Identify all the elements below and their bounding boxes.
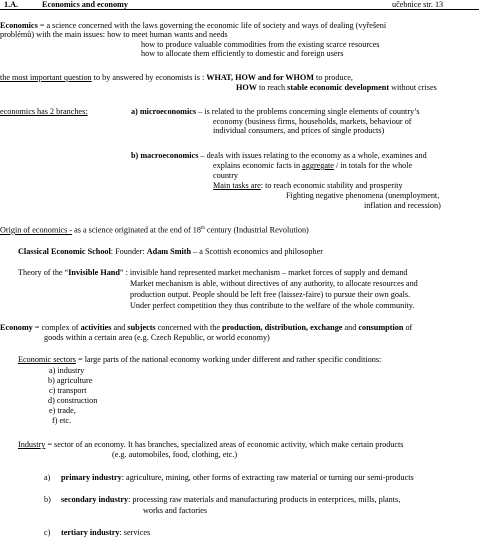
- classical-school: Classical Economic School: Founder: Adam Smith – a Scottish economics and philosopher: [18, 247, 323, 256]
- economy-definition-line1: Economy = complex of activities and subjects concerned with the production, distribution, exchange and consumption of: [0, 323, 413, 332]
- industry-definition-line2: (e.g. automobiles, food, clothing, etc.): [112, 450, 238, 459]
- main-question-line2: HOW to reach stable economic development without crises: [236, 83, 437, 92]
- macroeconomics-line2: explains economic facts in aggregate / in totals for the whole: [213, 161, 413, 170]
- economics-definition-line1: Economics = a science concerned with the laws governing the economic life of society and ways of dealing (vyřešení: [0, 21, 387, 30]
- main-tasks-line1: Main tasks are: to reach economic stability and prosperity: [213, 181, 403, 190]
- economics-term: Economics: [0, 21, 38, 30]
- macroeconomics-line1: b) macroeconomics – deals with issues relating to the economy as a whole, examines and: [131, 151, 427, 160]
- section-title: Economics and economy: [42, 0, 128, 9]
- header-rule: [0, 9, 479, 10]
- branches-label: economics has 2 branches:: [0, 107, 88, 116]
- secondary-industry: secondary industry: processing raw materials and manufacturing products in enterprices, mills, plants,: [61, 495, 401, 504]
- sector-item: d) construction: [48, 396, 98, 405]
- invisible-hand-line4: Under perfect competition they thus contribute to the welfare of the whole community.: [130, 301, 415, 310]
- main-tasks-line3: inflation and recession): [364, 201, 441, 210]
- microeconomics-line1: a) microeconomics – is related to the problems concerning single elements of country’s: [131, 107, 420, 116]
- main-question-line1: the most important question to by answered by economists is : WHAT, HOW and for WHOM to produce,: [0, 73, 353, 82]
- invisible-hand-line3: production output. People should be left free (laissez-faire) to pursue their own goals.: [130, 290, 411, 299]
- macroeconomics-line3: country: [213, 171, 239, 180]
- microeconomics-line3: individual consumers, and prices of single products): [213, 126, 385, 135]
- sector-item: a) industry: [49, 366, 85, 375]
- sector-item: e) trade,: [49, 406, 76, 415]
- secondary-industry-letter: b): [44, 495, 51, 504]
- secondary-industry-line2: works and factories: [143, 506, 208, 515]
- economy-definition-line2: goods within a certain area (e.g. Czech Republic, or world economy): [44, 333, 270, 342]
- sector-item: c) transport: [49, 386, 87, 395]
- invisible-hand-line2: Market mechanism is able, without directives of any authority, to allocate resources and: [130, 279, 418, 288]
- invisible-hand-line1: Theory of the “Invisible Hand” : invisible hand represented market mechanism – market forces of supply and demand: [18, 268, 408, 277]
- main-tasks-line2: Fighting negative phenomena (unemployment,: [286, 191, 440, 200]
- sector-item: b) agriculture: [48, 376, 93, 385]
- origin-of-economics: Origin of economics - as a science originated at the end of 18th century (Industrial Revolution): [0, 225, 309, 235]
- economic-sectors-definition: Economic sectors = large parts of the national economy working under different and rather specific conditions:: [18, 355, 382, 364]
- sector-item: f) etc.: [52, 416, 72, 425]
- industry-definition-line1: Industry = sector of an economy. It has branches, specialized areas of economic activity, which make certain products: [18, 440, 404, 449]
- microeconomics-line2: economy (business firms, households, markets, behaviour of: [213, 117, 412, 126]
- tertiary-industry-letter: c): [44, 528, 51, 537]
- tertiary-industry: tertiary industry: services: [61, 528, 151, 537]
- section-number: 1.A.: [4, 0, 19, 9]
- primary-industry-letter: a): [44, 473, 51, 482]
- economics-issue-2: how to produce valuable commodities from the existing scarce resources: [141, 40, 380, 49]
- economics-definition-line2: problémů) with the main issues: how to meet human wants and needs: [0, 30, 228, 39]
- economics-issue-3: how to allocate them efficiently to domestic and foreign users: [141, 49, 344, 58]
- source-reference: učebnice str. 13: [392, 0, 444, 9]
- primary-industry: primary industry: agriculture, mining, other forms of extracting raw material or turning our semi-products: [61, 473, 414, 482]
